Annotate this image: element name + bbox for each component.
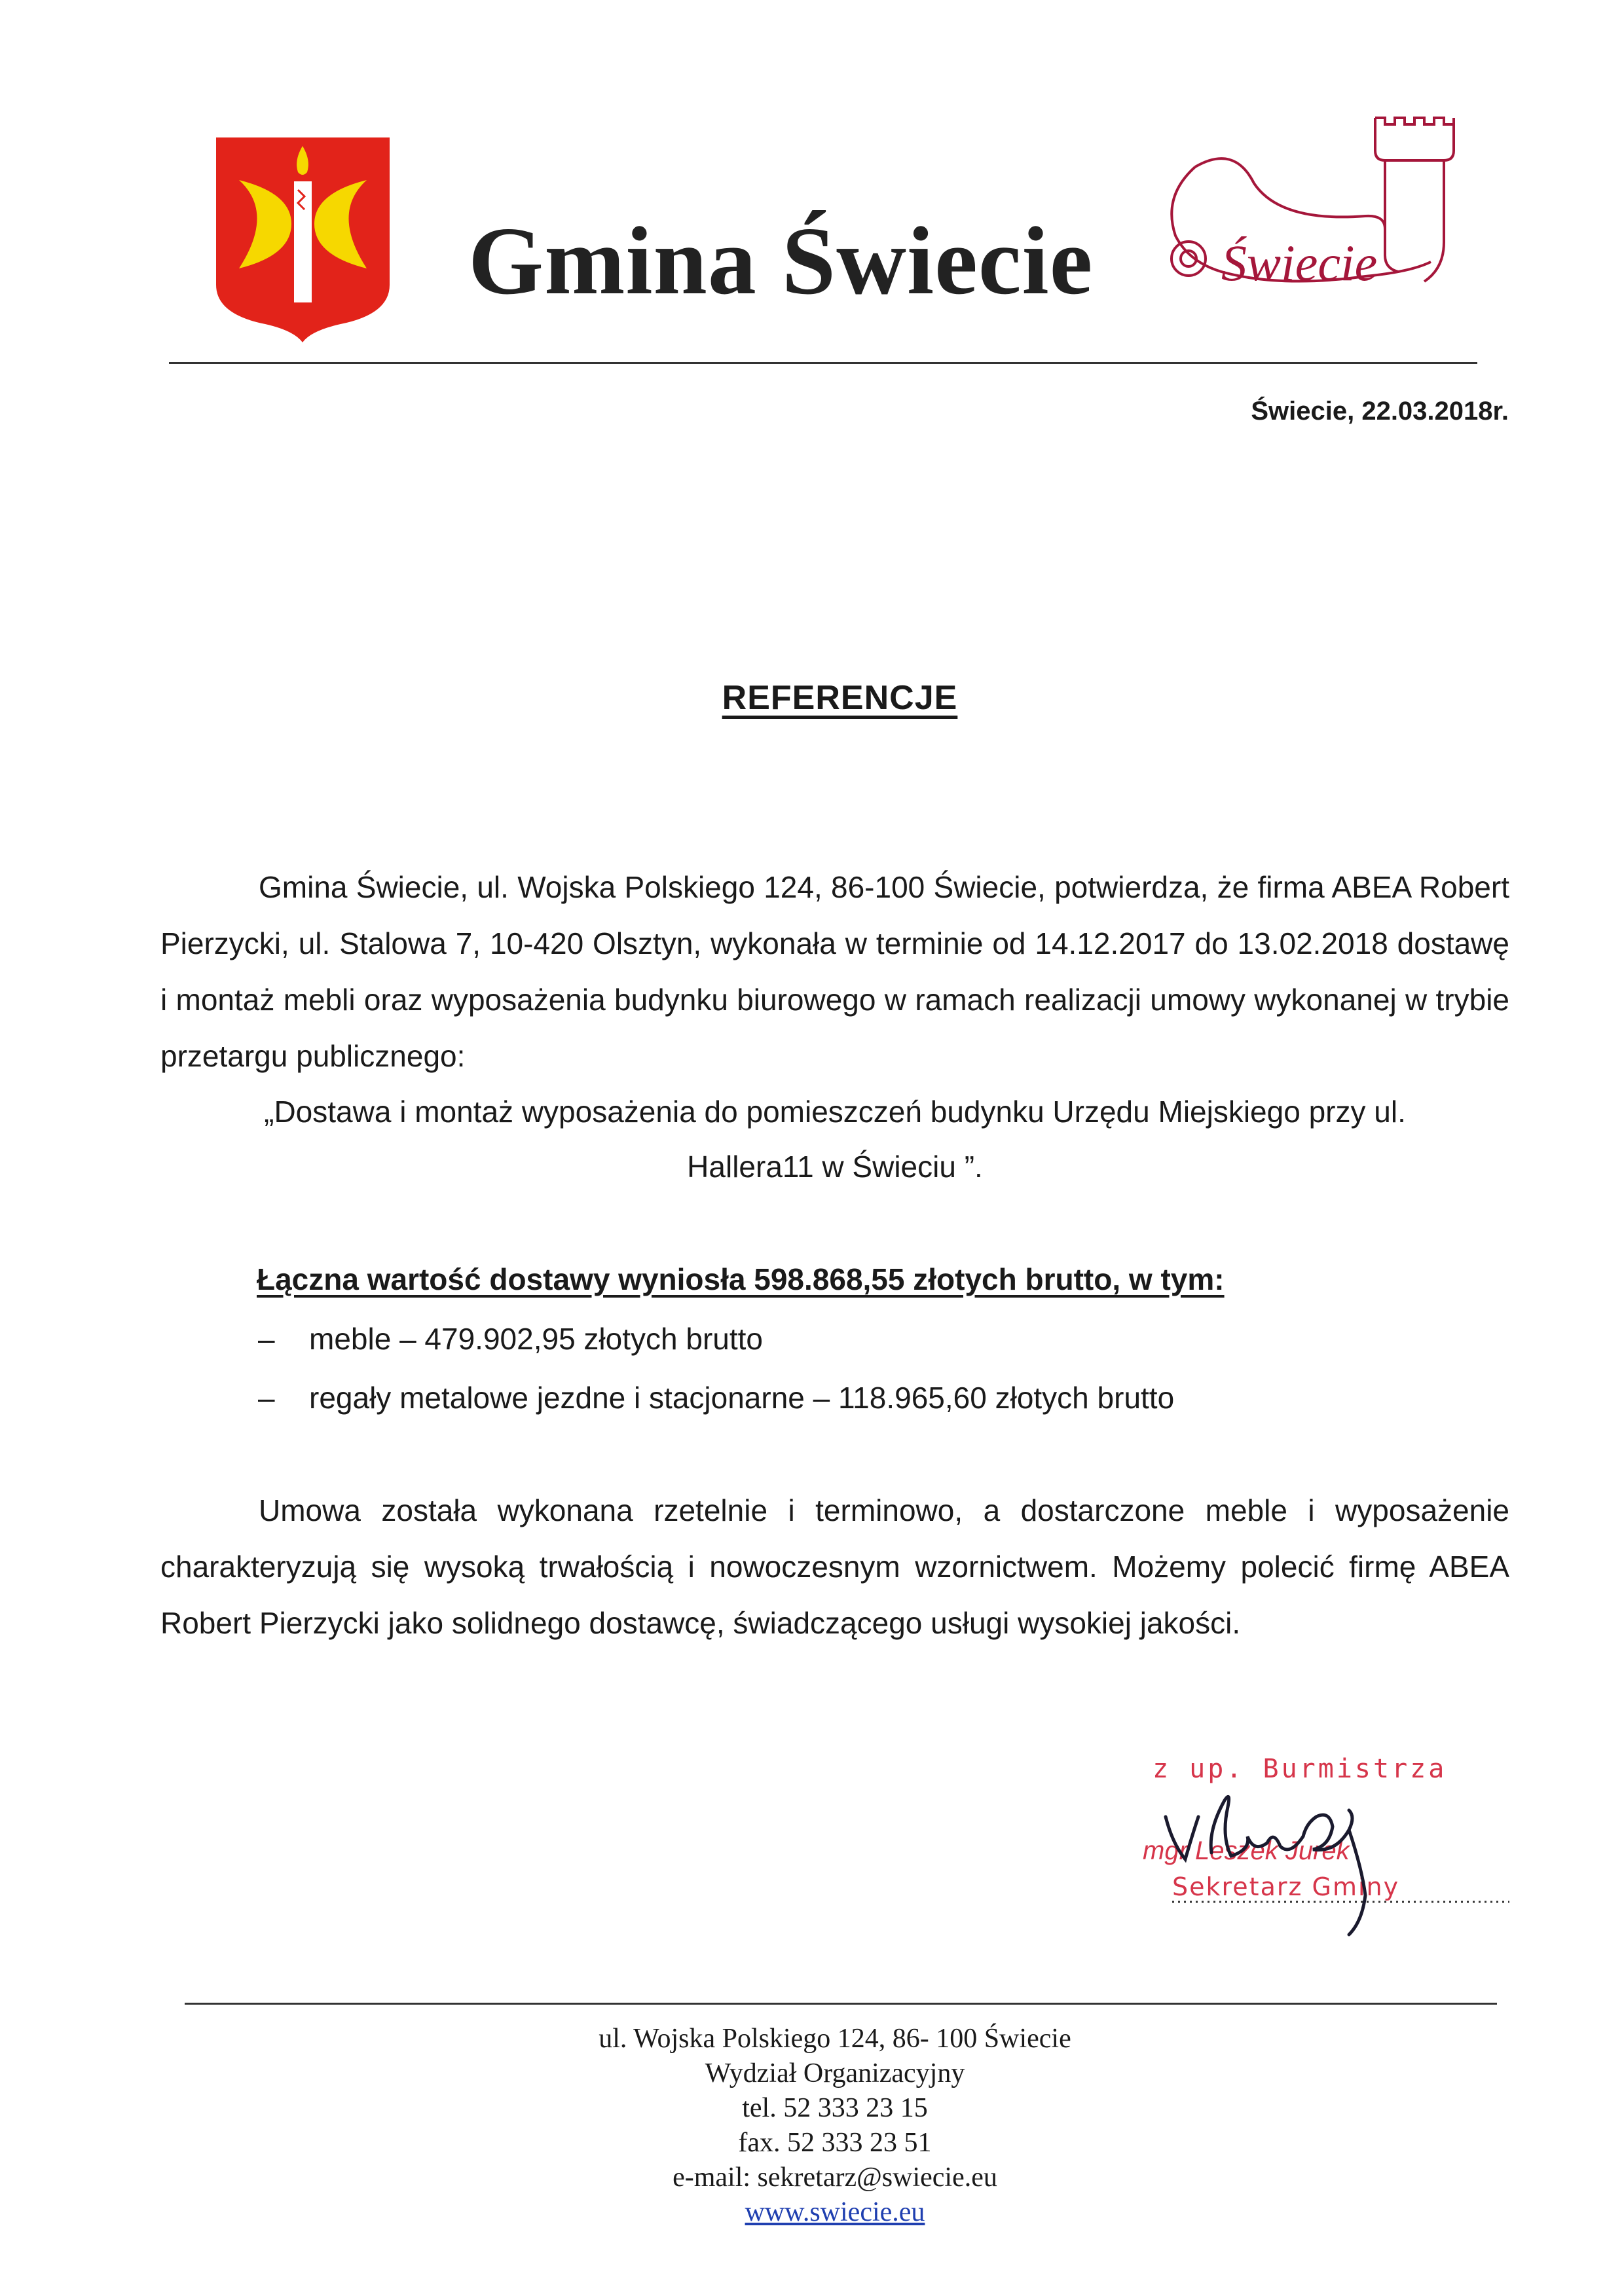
intro-paragraph-text: Gmina Świecie, ul. Wojska Polskiego 124, 86-100 Świecie, potwierdza, że firma ABEA Robert Pierzycki, ul. Stalowa 7, 10-420 Olsztyn, wykonała w terminie od 14.12.2017 do 13.02.2018 dostawę i montaż mebli oraz wyposażenia budynku biurowego w ramach realizacji umowy wykonanej w trybie przetargu publicznego: [160,870,1509,1073]
website-link[interactable]: www.swiecie.eu [745,2197,925,2227]
footer-address: ul. Wojska Polskiego 124, 86- 100 Świecie [599,2024,1071,2054]
tower-outline [1375,118,1454,160]
document-heading: REFERENCJE [722,679,958,717]
stamp-line-name: mgr Leszek Jurek [1143,1836,1350,1865]
header-divider [169,362,1477,364]
dash-bullet: – [258,1322,275,1356]
total-value-line: Łączna wartość dostawy wyniosła 598.868,55 złotych brutto, w tym: [257,1262,1225,1296]
stamp-line-authority: z up. Burmistrza [1153,1754,1447,1784]
scroll-curl [1172,242,1206,276]
stamp-line-position: Sekretarz Gminy [1172,1872,1400,1901]
list-item [258,1321,763,1357]
intro-paragraph [160,859,1509,1084]
footer-department: Wydział Organizacyjny [705,2058,965,2088]
list-item [258,1380,1174,1415]
list-item-text: regały metalowe jezdne i stacjonarne – 118.965,60 złotych brutto [309,1381,1175,1415]
footer-fax: fax. 52 333 23 51 [738,2128,932,2158]
footer-email: e-mail: sekretarz@swiecie.eu [673,2162,997,2193]
closing-paragraph-text: Umowa została wykonana rzetelnie i terminowo, a dostarczone meble i wyposażenie charakteryzują się wysoką trwałością i nowoczesnym wzornictwem. Możemy polecić firmę ABEA Robert Pierzycki jako solidnego dostawcę, świadczącego usługi wysokiej jakości. [160,1493,1509,1640]
footer-phone: tel. 52 333 23 15 [742,2093,928,2123]
document-date: Świecie, 22.03.2018r. [1251,397,1509,426]
swiecie-brand-logo [1149,105,1464,314]
handwritten-signature [1166,1796,1365,1935]
footer-contact [0,2022,1624,2230]
signature-stamp [1133,1738,1513,1954]
list-item-text: meble – 479.902,95 złotych brutto [309,1322,764,1356]
tower-column [1385,160,1444,282]
candle-body [294,181,312,302]
contract-title-quote: „Dostawa i montaż wyposażenia do pomieszczeń budynku Urzędu Miejskiego przy ul. Hallera11 w Świeciu ”. [264,1095,1406,1184]
brand-logo-text: Świecie [1221,234,1378,291]
footer-divider [185,2003,1497,2005]
dash-bullet: – [258,1381,275,1415]
coat-of-arms-logo [213,134,393,344]
page-title: Gmina Świecie [468,208,1094,315]
closing-paragraph [160,1482,1509,1651]
